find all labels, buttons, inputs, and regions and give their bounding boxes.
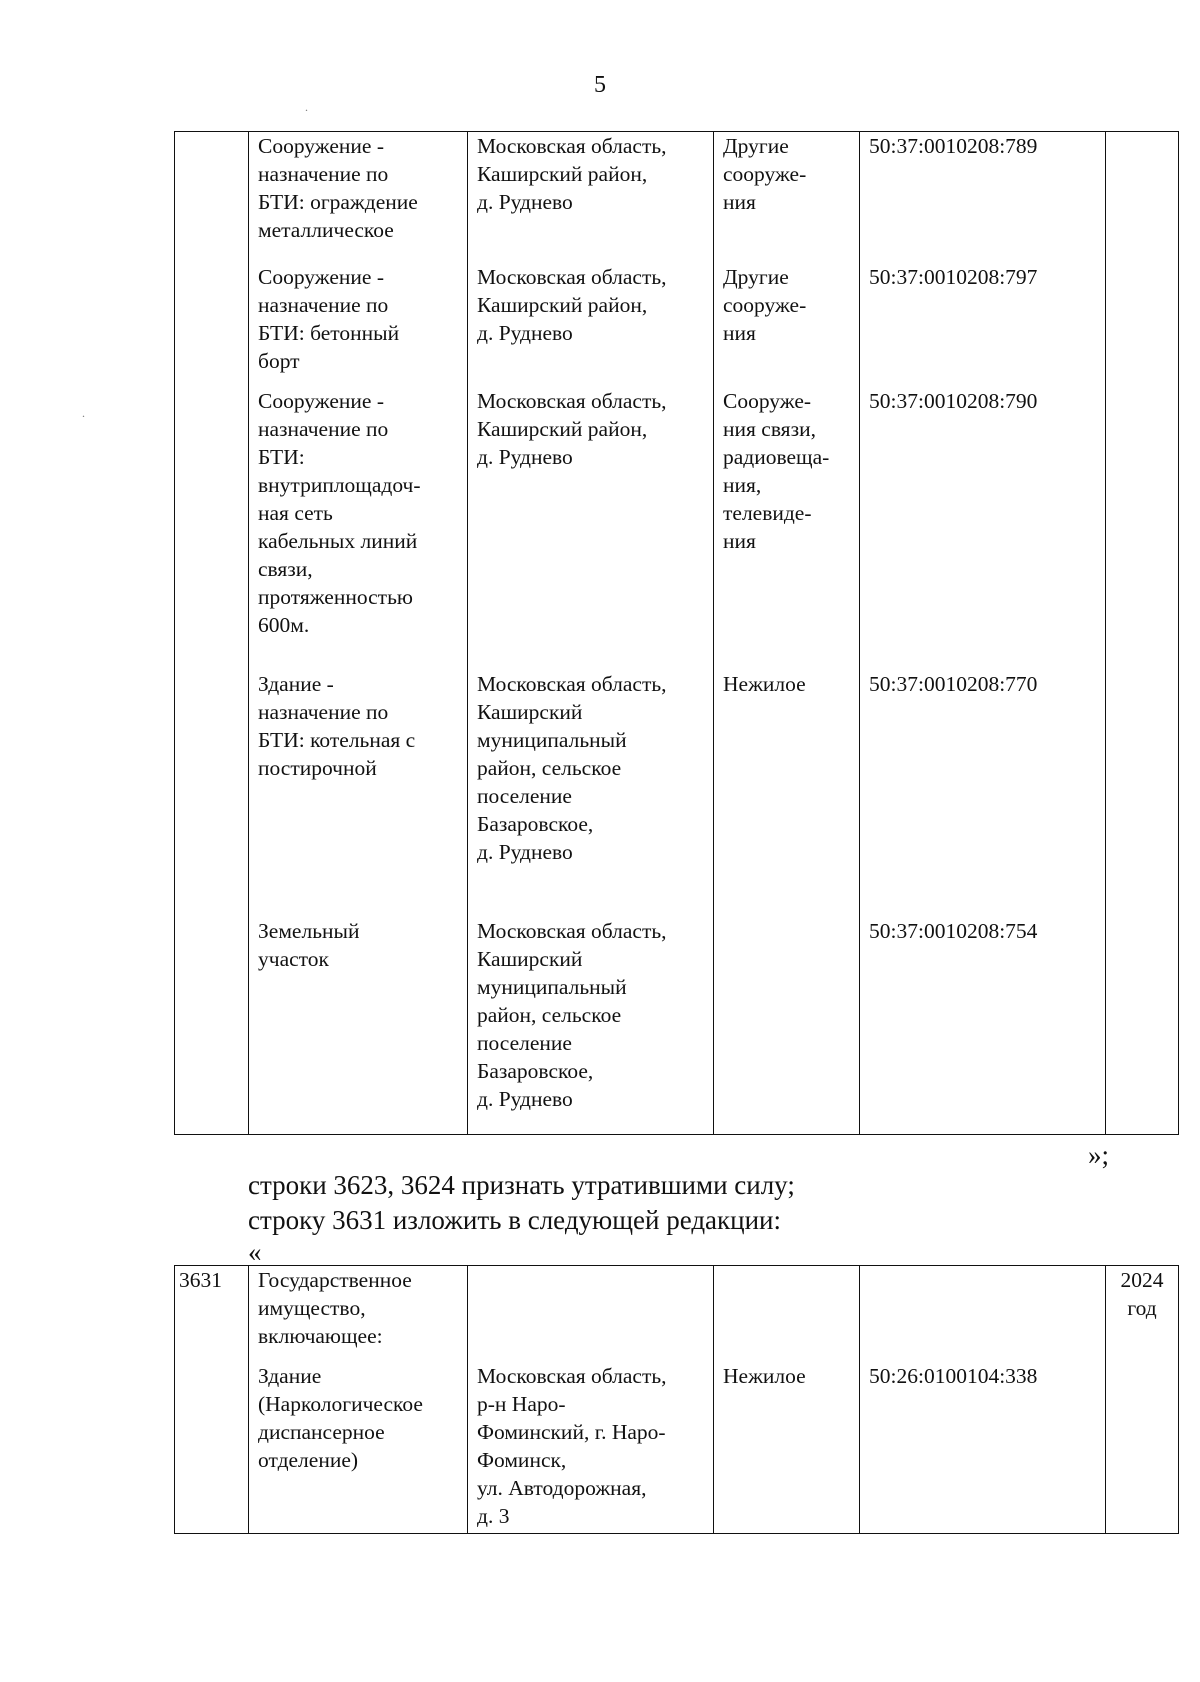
year-cell <box>1106 1266 1179 1362</box>
text-line: Фоминск, <box>477 1447 567 1472</box>
opening-quote: « <box>248 1237 262 1267</box>
object-type <box>723 263 850 347</box>
text-line: Сооружение - <box>258 264 384 289</box>
text-line: поселение <box>477 1030 572 1055</box>
property-table-row-3631 <box>174 1265 1179 1534</box>
address-cell <box>468 263 714 387</box>
cadastral-number: 50:37:0010208:770 <box>869 671 1038 696</box>
text-line: назначение по <box>258 162 389 186</box>
object-name <box>258 670 458 782</box>
text-line: д. Руднево <box>477 320 573 345</box>
text-line: ния <box>723 190 756 214</box>
text-line: Базаровское, <box>477 811 594 836</box>
object-name-cell <box>249 387 468 670</box>
row-number-cell <box>175 1362 249 1534</box>
cadastral-number: 50:37:0010208:797 <box>869 264 1038 289</box>
table-row <box>175 1362 1179 1534</box>
object-name-cell <box>249 1266 468 1362</box>
object-name <box>258 387 458 639</box>
text-line: диспансерное <box>258 1419 385 1444</box>
object-type-cell <box>714 1266 860 1362</box>
object-type-cell <box>714 1362 860 1534</box>
closing-quote: »; <box>1088 1140 1110 1170</box>
text-line: ул. Автодорожная, <box>477 1475 647 1500</box>
amendment-instruction-repeal: строки 3623, 3624 признать утратившими силу; <box>248 1170 795 1200</box>
table-row <box>175 670 1179 917</box>
text-line: Нежилое <box>723 1363 806 1388</box>
text-line: Московская область, <box>477 671 667 696</box>
table-row <box>175 917 1179 1135</box>
year-cell <box>1106 263 1179 387</box>
text-line: д. Руднево <box>477 190 573 214</box>
cadastral-cell <box>860 132 1106 263</box>
text-line: Фоминский, г. Наро- <box>477 1419 666 1444</box>
text-line: Московская область, <box>477 918 667 943</box>
object-type-cell <box>714 387 860 670</box>
object-address <box>477 670 704 866</box>
row-number-cell <box>175 387 249 670</box>
text-line: ная сеть <box>258 500 333 525</box>
text-line: 600м. <box>258 612 310 637</box>
text-line: БТИ: <box>258 444 305 469</box>
text-line: назначение по <box>258 699 389 724</box>
text-line: Другие <box>723 264 789 289</box>
text-line: постирочной <box>258 755 377 780</box>
object-type-cell <box>714 917 860 1135</box>
cadastral-cell <box>860 917 1106 1135</box>
cadastral-number: 50:37:0010208:754 <box>869 918 1038 943</box>
text-line: р-н Наро- <box>477 1391 566 1416</box>
text-line: ния, <box>723 472 762 497</box>
text-line: муниципальный <box>477 974 627 999</box>
text-line: Базаровское, <box>477 1058 594 1083</box>
text-line: Московская область, <box>477 134 667 158</box>
year-cell <box>1106 387 1179 670</box>
privatization-year <box>1110 1266 1174 1322</box>
page-number: 5 <box>594 72 606 98</box>
cadastral-cell <box>860 1362 1106 1534</box>
object-name <box>258 263 458 375</box>
address-cell <box>468 670 714 917</box>
row-number-cell <box>175 1266 249 1362</box>
text-line: БТИ: ограждение <box>258 190 418 214</box>
object-name <box>258 917 458 973</box>
text-line: сооруже- <box>723 292 807 317</box>
text-line: телевиде- <box>723 500 812 525</box>
object-name-cell <box>249 670 468 917</box>
object-type-cell <box>714 263 860 387</box>
year-cell <box>1106 1362 1179 1534</box>
text-line: БТИ: бетонный <box>258 320 400 345</box>
text-line: год <box>1127 1296 1157 1320</box>
text-line: район, сельское <box>477 755 622 780</box>
text-line: отделение) <box>258 1447 359 1472</box>
scan-speck: . <box>305 100 308 114</box>
text-line: (Наркологическое <box>258 1391 423 1416</box>
text-line: участок <box>258 946 329 971</box>
object-type <box>723 387 850 555</box>
text-line: назначение по <box>258 292 389 317</box>
text-line: борт <box>258 348 300 373</box>
text-line: д. Руднево <box>477 839 573 864</box>
text-line: Каширский район, <box>477 416 648 441</box>
row-number-cell <box>175 670 249 917</box>
object-address <box>477 1362 704 1530</box>
address-cell <box>468 387 714 670</box>
cadastral-cell <box>860 670 1106 917</box>
text-line: Каширский <box>477 946 583 971</box>
object-type <box>723 132 850 216</box>
object-name <box>258 1362 458 1474</box>
text-line: назначение по <box>258 416 389 441</box>
text-line: ния <box>723 528 756 553</box>
address-cell <box>468 1362 714 1534</box>
text-line: имущество, <box>258 1296 366 1320</box>
text-line: сооруже- <box>723 162 807 186</box>
table-row <box>175 387 1179 670</box>
text-line: Московская область, <box>477 388 667 413</box>
text-line: протяженностью <box>258 584 413 609</box>
text-line: Государственное <box>258 1268 412 1292</box>
property-group-header <box>258 1266 458 1350</box>
text-line: Каширский район, <box>477 292 648 317</box>
property-table-continued <box>174 131 1179 1135</box>
text-line: д. Руднево <box>477 444 573 469</box>
object-name-cell <box>249 917 468 1135</box>
text-line: район, сельское <box>477 1002 622 1027</box>
year-cell <box>1106 670 1179 917</box>
cadastral-number: 50:26:0100104:338 <box>869 1363 1038 1388</box>
scan-speck: . <box>82 406 85 420</box>
table-row <box>175 1266 1179 1362</box>
object-type-cell <box>714 670 860 917</box>
object-name-cell <box>249 1362 468 1534</box>
object-address <box>477 387 704 471</box>
address-cell <box>468 132 714 263</box>
text-line: Сооружение - <box>258 134 384 158</box>
text-line: Здание <box>258 1363 322 1388</box>
amendment-instruction-restate: строку 3631 изложить в следующей редакции: <box>248 1205 782 1235</box>
year-cell <box>1106 132 1179 263</box>
text-line: БТИ: котельная с <box>258 727 416 752</box>
object-address <box>477 132 704 216</box>
row-number-cell <box>175 263 249 387</box>
address-cell <box>468 917 714 1135</box>
text-line: ния связи, <box>723 416 816 441</box>
object-type <box>723 670 850 698</box>
object-name-cell <box>249 263 468 387</box>
text-line: связи, <box>258 556 313 581</box>
text-line: включающее: <box>258 1324 383 1348</box>
text-line: Другие <box>723 134 789 158</box>
cadastral-cell <box>860 387 1106 670</box>
text-line: Московская область, <box>477 264 667 289</box>
object-name <box>258 132 458 244</box>
cadastral-cell <box>860 1266 1106 1362</box>
text-line: Здание - <box>258 671 334 696</box>
text-line: д. 3 <box>477 1503 510 1528</box>
object-type <box>723 1362 850 1390</box>
object-address <box>477 263 704 347</box>
cadastral-number: 50:37:0010208:789 <box>869 134 1038 158</box>
text-line: кабельных линий <box>258 528 418 553</box>
text-line: поселение <box>477 783 572 808</box>
text-line: радиовеща- <box>723 444 830 469</box>
text-line: внутриплощадоч- <box>258 472 421 497</box>
text-line: Сооруже- <box>723 388 812 413</box>
text-line: 2024 <box>1120 1268 1164 1292</box>
cadastral-number: 50:37:0010208:790 <box>869 388 1038 413</box>
text-line: Каширский район, <box>477 162 648 186</box>
text-line: Каширский <box>477 699 583 724</box>
text-line: д. Руднево <box>477 1086 573 1111</box>
table-row <box>175 263 1179 387</box>
text-line: Земельный <box>258 918 360 943</box>
text-line: металлическое <box>258 218 394 242</box>
text-line: Московская область, <box>477 1363 667 1388</box>
text-line: муниципальный <box>477 727 627 752</box>
text-line: Сооружение - <box>258 388 384 413</box>
text-line: Нежилое <box>723 671 806 696</box>
text-line: ния <box>723 320 756 345</box>
address-cell <box>468 1266 714 1362</box>
object-type-cell <box>714 132 860 263</box>
object-name-cell <box>249 132 468 263</box>
object-address <box>477 917 704 1113</box>
cadastral-cell <box>860 263 1106 387</box>
year-cell <box>1106 917 1179 1135</box>
row-number-cell <box>175 917 249 1135</box>
table-row <box>175 132 1179 263</box>
row-number: 3631 <box>179 1268 222 1292</box>
row-number-cell <box>175 132 249 263</box>
